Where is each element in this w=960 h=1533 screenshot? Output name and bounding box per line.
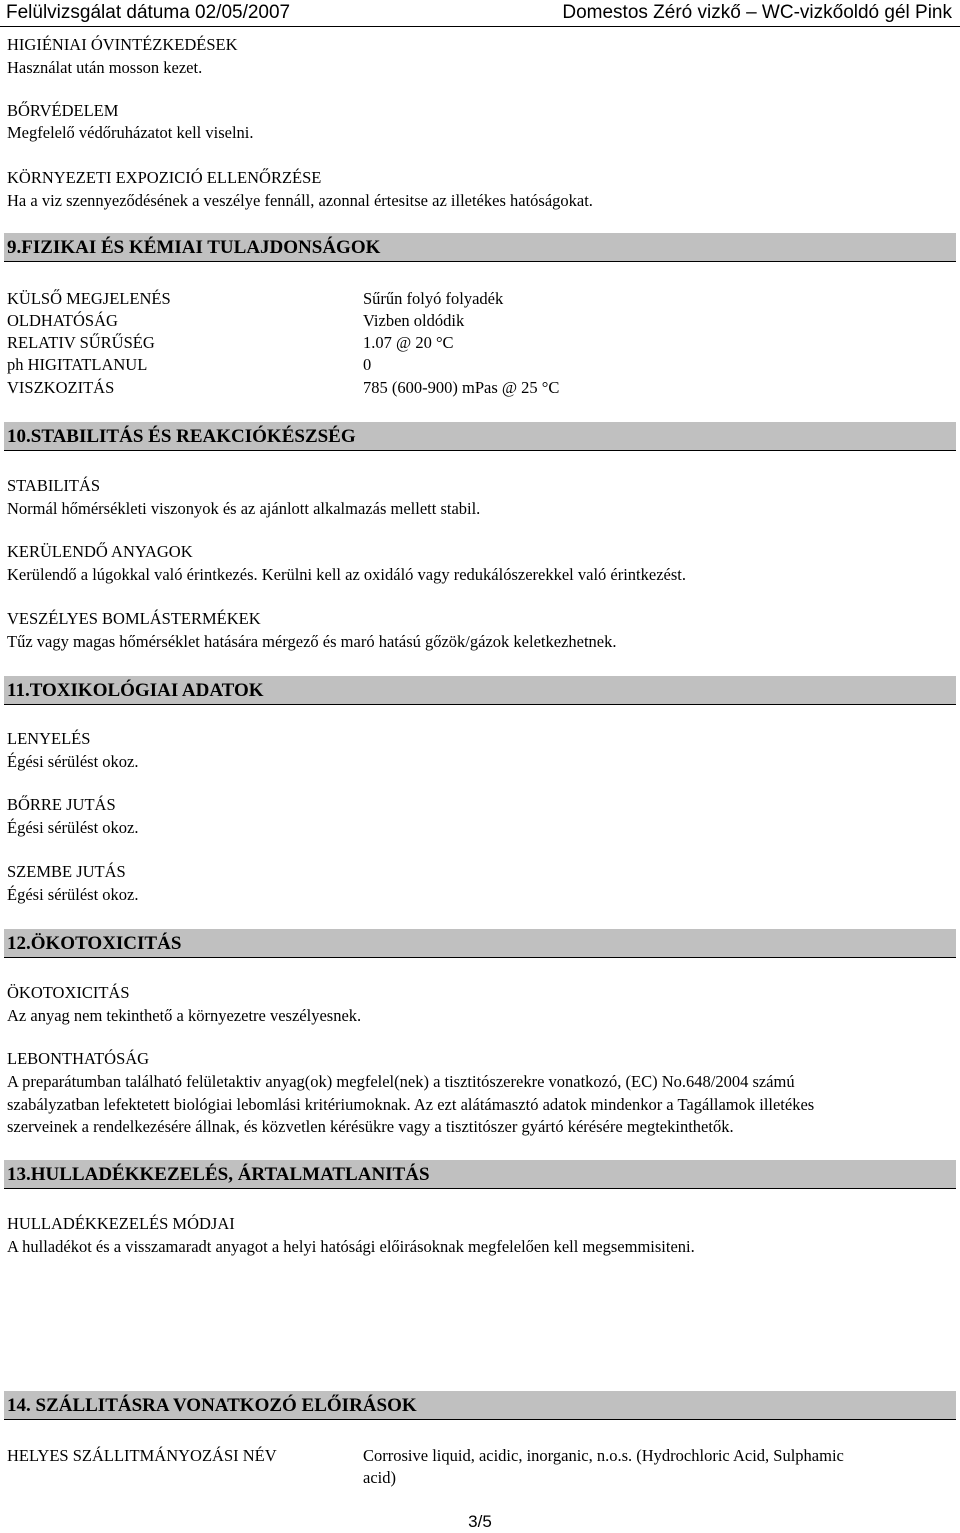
avoid-heading: KERÜLENDŐ ANYAGOK [7, 542, 193, 561]
disposal-text: A hulladékot és a visszamaradt anyagot a helyi hatósági előirásoknak megfelelően kell megsemmisiteni. [7, 1237, 695, 1256]
skin-contact-heading: BŐRRE JUTÁS [7, 795, 116, 814]
shipping-name-value-2: acid) [363, 1468, 396, 1487]
prop-label: ph HIGITATLANUL [7, 355, 148, 374]
section-14-title: 14. SZÁLLITÁSRA VONATKOZÓ ELŐIRÁSOK [4, 1391, 956, 1420]
page-number: 3/5 [468, 1512, 492, 1531]
shipping-name-value-1: Corrosive liquid, acidic, inorganic, n.o.s. (Hydrochloric Acid, Sulphamic [363, 1446, 844, 1465]
hygiene-heading: HIGIÉNIAI ÓVINTÉZKEDÉSEK [7, 35, 238, 54]
prop-value: 785 (600-900) mPas @ 25 °C [363, 378, 560, 397]
degradability-text-3: szerveinek a rendelkezésére állnak, és közvetlen kérésükre vagy a tisztitószer gyártó kérésére megtekinthetők. [7, 1117, 734, 1136]
env-exposure-heading: KÖRNYEZETI EXPOZICIÓ ELLENŐRZÉSE [7, 168, 322, 187]
prop-value: 0 [363, 355, 372, 374]
decomposition-heading: VESZÉLYES BOMLÁSTERMÉKEK [7, 609, 261, 628]
ingestion-text: Égési sérülést okoz. [7, 752, 139, 771]
stability-heading: STABILITÁS [7, 476, 101, 495]
avoid-text: Kerülendő a lúgokkal való érintkezés. Kerülni kell az oxidáló vagy redukálószerekkel való érintkezést. [7, 565, 686, 584]
hygiene-text: Használat után mosson kezet. [7, 58, 203, 77]
skin-protection-text: Megfelelő védőruházatot kell viselni. [7, 123, 254, 142]
ingestion-heading: LENYELÉS [7, 729, 91, 748]
prop-label: KÜLSŐ MEGJELENÉS [7, 289, 171, 308]
prop-label: OLDHATÓSÁG [7, 311, 118, 330]
degradability-heading: LEBONTHATÓSÁG [7, 1049, 150, 1068]
product-name: Domestos Zéró vizkő – WC-vizkőoldó gél Pink [562, 2, 952, 23]
degradability-text-1: A preparátumban található felületaktiv anyag(ok) megfelel(nek) a tisztitószerekre vonatkozó, (EC) No.648/2004 számú [7, 1072, 795, 1091]
skin-contact-text: Égési sérülést okoz. [7, 818, 139, 837]
section-13-title: 13.HULLADÉKKEZELÉS, ÁRTALMATLANITÁS [4, 1160, 956, 1189]
prop-value: Vizben oldódik [363, 311, 465, 330]
ecotox-text: Az anyag nem tekinthető a környezetre veszélyesnek. [7, 1006, 362, 1025]
eye-contact-text: Égési sérülést okoz. [7, 885, 139, 904]
env-exposure-text: Ha a viz szennyeződésének a veszélye fennáll, azonnal értesitse az illetékes hatóságokat. [7, 191, 593, 210]
prop-value: Sűrűn folyó folyadék [363, 289, 504, 308]
section-9-title: 9.FIZIKAI ÉS KÉMIAI TULAJDONSÁGOK [4, 233, 956, 262]
prop-label: RELATIV SŰRŰSÉG [7, 333, 155, 352]
decomposition-text: Tűz vagy magas hőmérséklet hatására mérgező és maró hatású gőzök/gázok keletkezhetnek. [7, 632, 617, 651]
skin-protection-heading: BŐRVÉDELEM [7, 101, 119, 120]
page-header [0, 0, 960, 27]
prop-value: 1.07 @ 20 °C [363, 333, 454, 352]
eye-contact-heading: SZEMBE JUTÁS [7, 862, 126, 881]
disposal-heading: HULLADÉKKEZELÉS MÓDJAI [7, 1214, 235, 1233]
prop-label: VISZKOZITÁS [7, 378, 115, 397]
section-12-title: 12.ÖKOTOXICITÁS [4, 929, 956, 958]
stability-text: Normál hőmérsékleti viszonyok és az ajánlott alkalmazás mellett stabil. [7, 499, 481, 518]
degradability-text-2: szabályzatban lefektetett biológiai lebomlási kritériumoknak. Az ezt alátámasztó adatok mindenkor a Tagállamok illetékes [7, 1095, 815, 1114]
revision-date: Felülvizsgálat dátuma 02/05/2007 [6, 2, 291, 23]
ecotox-heading: ÖKOTOXICITÁS [7, 983, 130, 1002]
section-10-title: 10.STABILITÁS ÉS REAKCIÓKÉSZSÉG [4, 422, 956, 451]
section-11-title: 11.TOXIKOLÓGIAI ADATOK [4, 676, 956, 705]
shipping-name-label: HELYES SZÁLLITMÁNYOZÁSI NÉV [7, 1446, 277, 1465]
